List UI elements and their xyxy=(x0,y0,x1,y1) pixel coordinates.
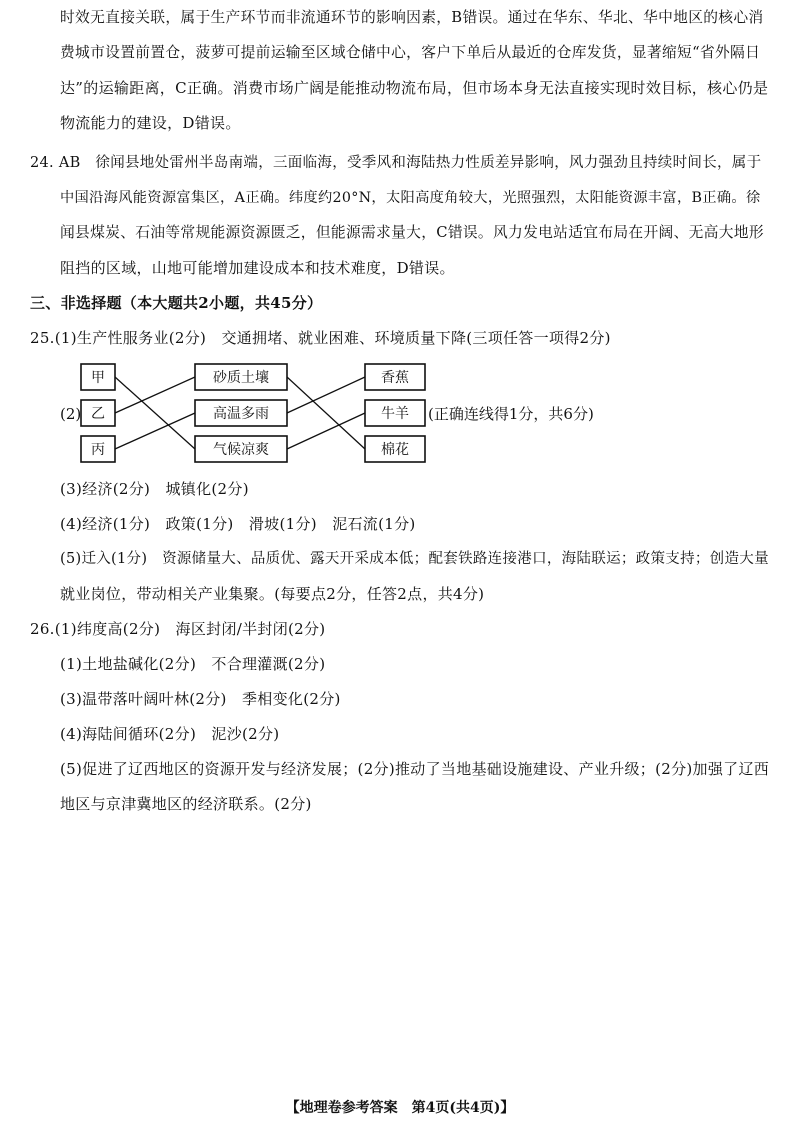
q24-line-3: 闻县煤炭、石油等常规能源资源匮乏，但能源需求量大，C错误。风力发电站适宜布局在开阔、无高大地形 xyxy=(60,224,764,241)
q25-part-1: 25.(1)生产性服务业(2分) 交通拥堵、就业困难、环境质量下降(三项任答一项得2分) xyxy=(30,329,611,347)
q26-part-4: (4)海陆间循环(2分) 泥沙(2分) xyxy=(60,725,280,743)
label-bing: 丙 xyxy=(91,442,105,458)
label-qihou-liangshuang: 气候凉爽 xyxy=(213,442,269,458)
link-shazhi-mianhua xyxy=(287,377,365,449)
q26-part-2: (1)土地盐碱化(2分) 不合理灌溉(2分) xyxy=(60,655,326,673)
label-yi: 乙 xyxy=(91,406,105,422)
q26-part-5-line-2: 地区与京津冀地区的经济联系。(2分) xyxy=(60,795,312,813)
matching-svg xyxy=(80,360,430,466)
page-footer: 【地理卷参考答案 第4页(共4页)】 xyxy=(285,1100,515,1116)
q25-part-5-line-2: 就业岗位，带动相关产业集聚。(每要点2分，任答2点，共4分) xyxy=(60,585,485,603)
q26-part-1: 26.(1)纬度高(2分) 海区封闭/半封闭(2分) xyxy=(30,620,326,638)
q24-line-2: 中国沿海风能资源富集区，A正确。纬度约20°N，太阳高度角较大，光照强烈，太阳能资源丰富，B正确。徐 xyxy=(60,190,761,206)
q24-line-1: 24. AB 徐闻县地处雷州半岛南端，三面临海，受季风和海陆热力性质差异影响，风力强劲且持续时间长，属于 xyxy=(30,155,762,171)
q25-part-5-line-1: (5)迁入(1分) 资源储量大、品质优、露天开采成本低；配套铁路连接港口，海陆联运；政策支持；创造大量 xyxy=(60,551,769,567)
label-shazhi-turang: 砂质土壤 xyxy=(213,370,269,386)
label-xiangjiao: 香蕉 xyxy=(381,370,409,386)
q24-line-4: 阻挡的区域，山地可能增加建设成本和技术难度，D错误。 xyxy=(60,259,455,277)
q23-line-1: 时效无直接关联，属于生产环节而非流通环节的影响因素，B错误。通过在华东、华北、华中地区的核心消 xyxy=(60,9,764,26)
q23-line-2: 费城市设置前置仓，菠萝可提前运输至区域仓储中心，客户下单后从最近的仓库发货，显著缩短“省外隔日 xyxy=(60,44,761,61)
q23-line-3: 达”的运输距离，C正确。消费市场广阔是能推动物流布局，但市场本身无法直接实现时效目标，核心仍是 xyxy=(60,79,769,97)
label-mianhua: 棉花 xyxy=(381,442,409,458)
q26-part-3: (3)温带落叶阔叶林(2分) 季相变化(2分) xyxy=(60,690,341,708)
q23-line-4: 物流能力的建设，D错误。 xyxy=(60,114,241,132)
q25-part-4: (4)经济(1分) 政策(1分) 滑坡(1分) 泥石流(1分) xyxy=(60,515,416,533)
link-qihou-niuyang xyxy=(287,413,365,449)
matching-diagram xyxy=(80,360,430,470)
q25-part-3: (3)经济(2分) 城镇化(2分) xyxy=(60,480,249,498)
q25-part-2-label: (2) xyxy=(60,405,82,423)
label-niuyang: 牛羊 xyxy=(381,406,409,422)
link-yi-shazhi xyxy=(115,377,195,413)
label-jia: 甲 xyxy=(91,370,105,386)
section-3-title: 三、非选择题（本大题共2小题，共45分） xyxy=(30,294,323,312)
link-jia-qihou xyxy=(115,377,195,449)
label-gaowen-duoyu: 高温多雨 xyxy=(213,406,269,422)
q25-part-2-note: (正确连线得1分，共6分) xyxy=(428,405,594,423)
q26-part-5-line-1: (5)促进了辽西地区的资源开发与经济发展；(2分)推动了当地基础设施建设、产业升级；(2分)加强了辽西 xyxy=(60,760,770,778)
link-bing-gaowen xyxy=(115,413,195,449)
link-gaowen-xiangjiao xyxy=(287,377,365,413)
